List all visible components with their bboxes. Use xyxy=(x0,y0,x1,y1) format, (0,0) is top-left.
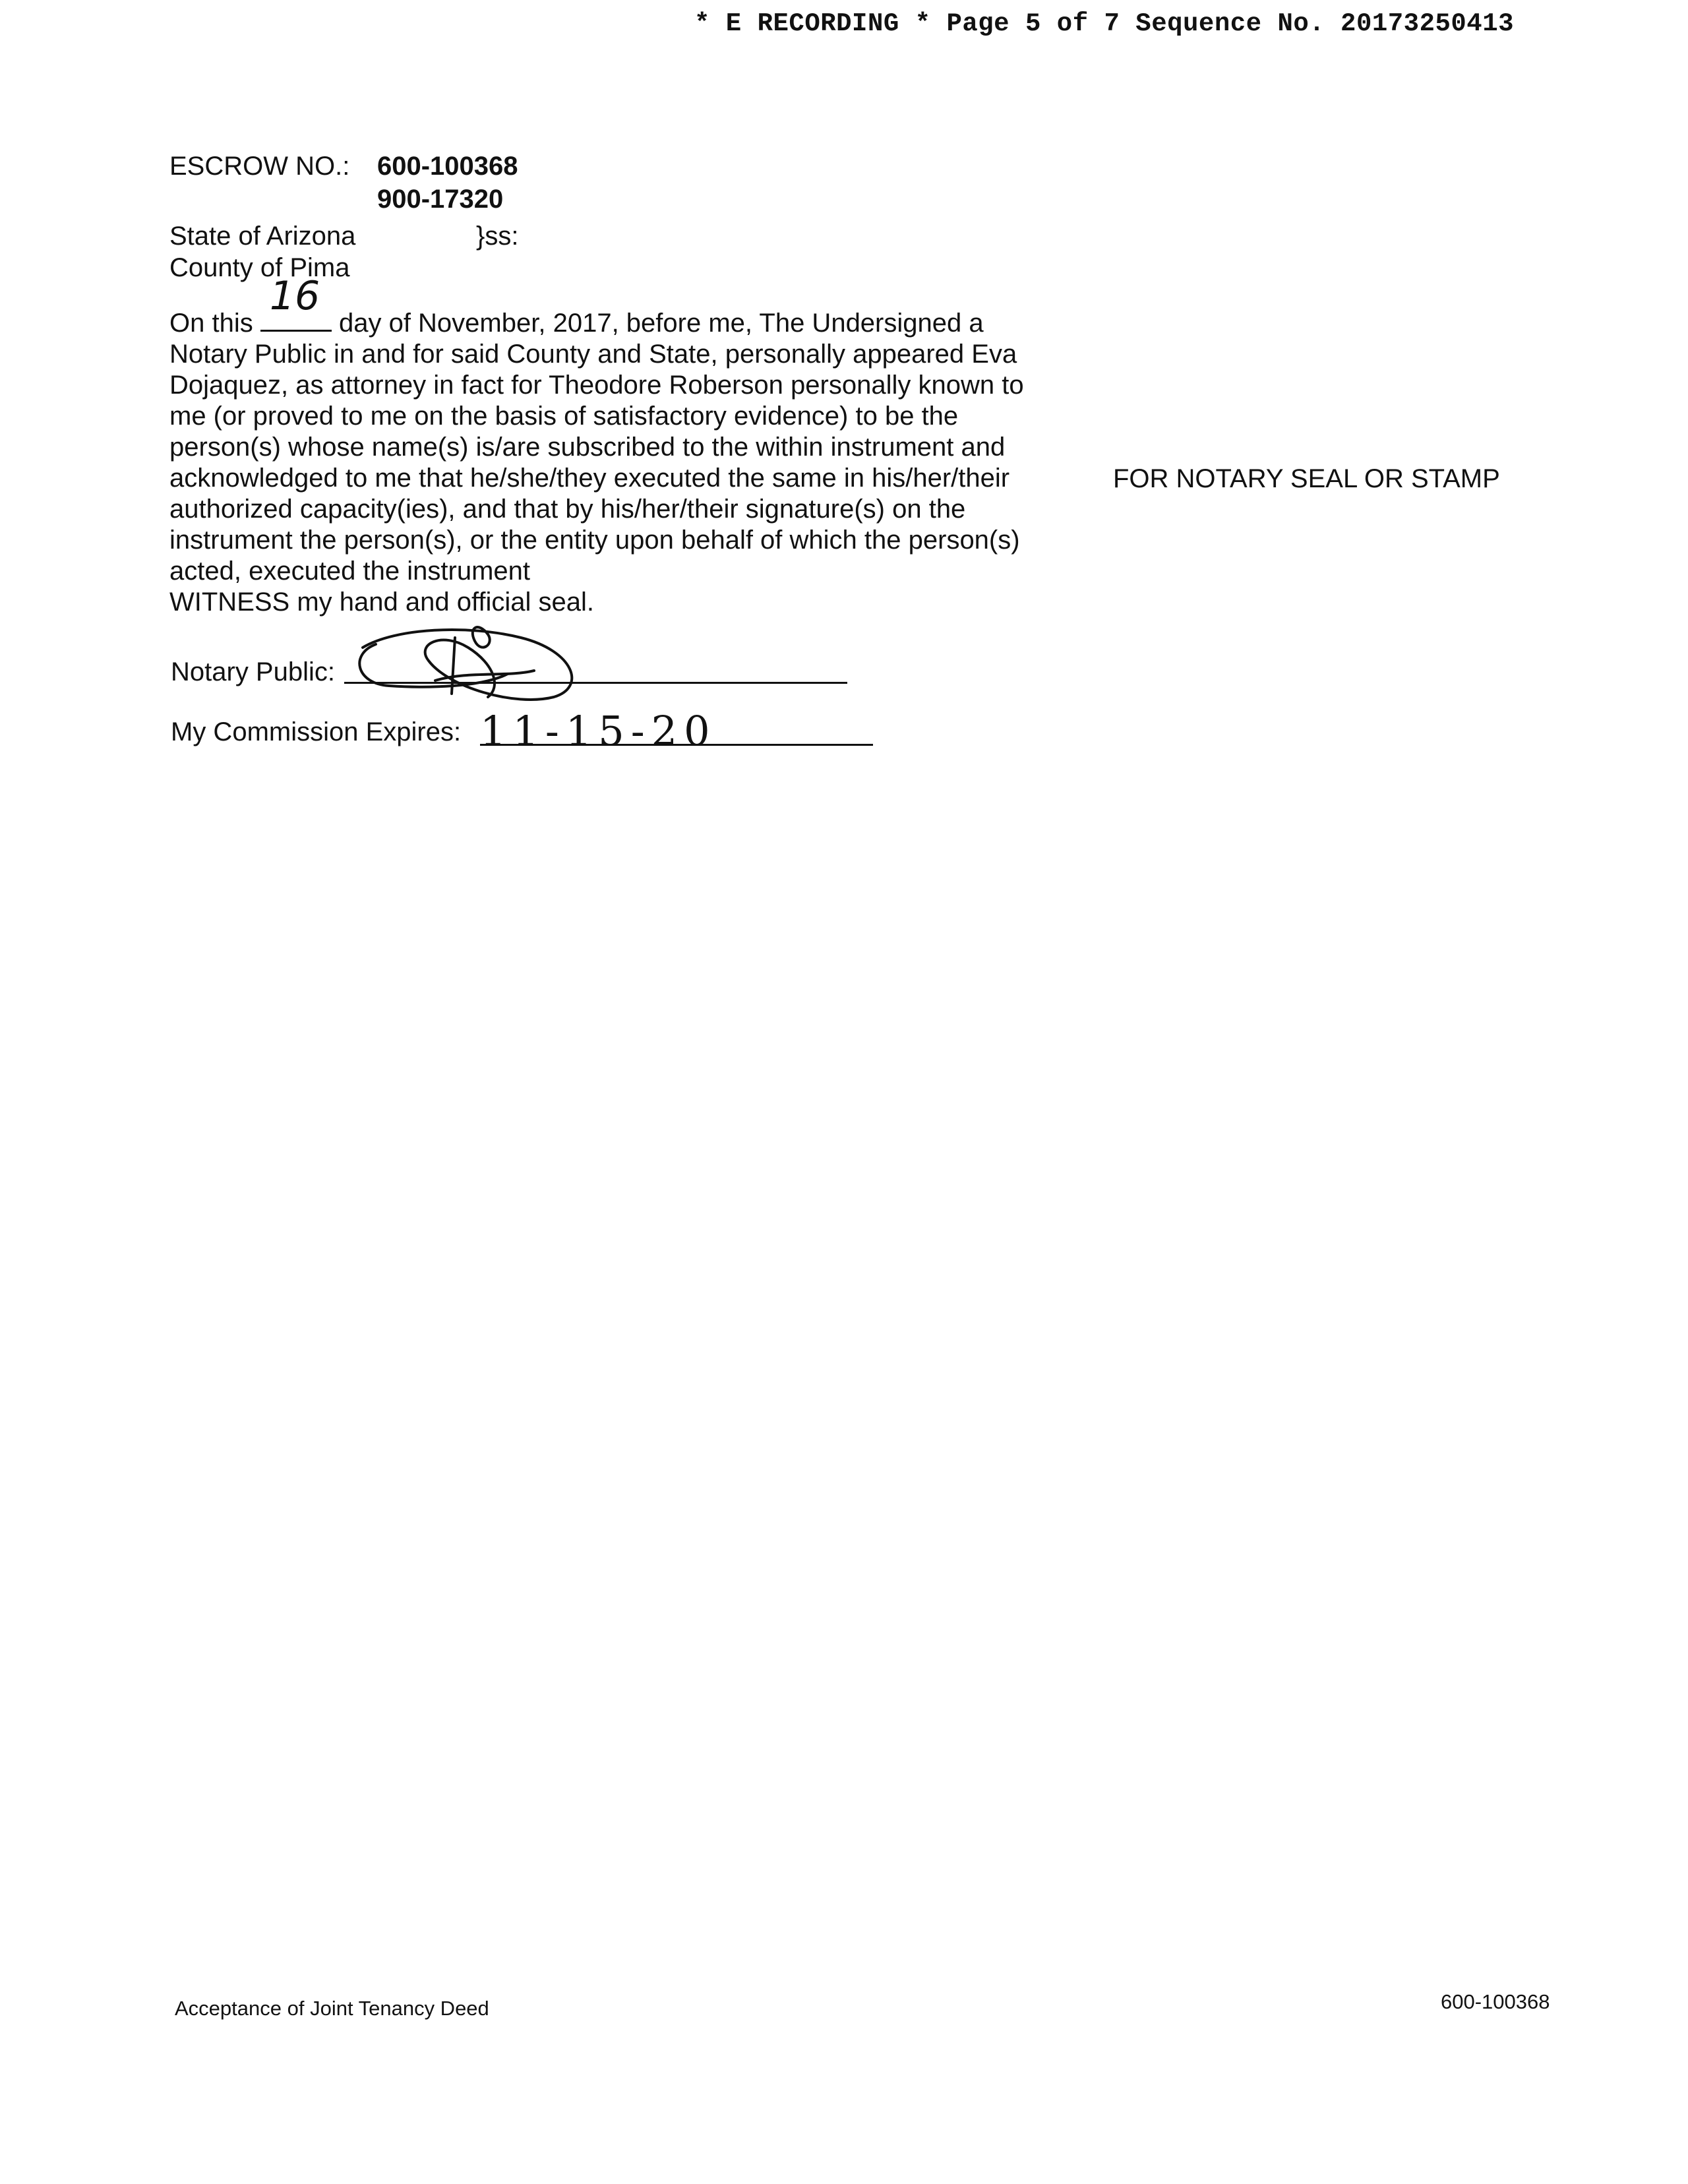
venue-ss: }ss: xyxy=(476,222,519,251)
ack-line-4: me (or proved to me on the basis of satisfactory evidence) to be the xyxy=(169,402,959,431)
escrow-number-secondary: 900-17320 xyxy=(377,185,504,214)
ack-line-7: authorized capacity(ies), and that by his/her/their signature(s) on the xyxy=(169,495,966,524)
ack-line-2: Notary Public in and for said County and State, personally appeared Eva xyxy=(169,340,1017,369)
escrow-label: ESCROW NO.: xyxy=(169,152,350,181)
ack-line-3: Dojaquez, as attorney in fact for Theodore Roberson personally known to xyxy=(169,371,1024,400)
venue-county: County of Pima xyxy=(169,253,350,282)
venue-state: State of Arizona xyxy=(169,222,356,251)
commission-expires-label: My Commission Expires: xyxy=(171,717,462,746)
handwritten-day: 16 xyxy=(269,273,320,319)
ack-line-1-rest: day of November, 2017, before me, The Undersigned a xyxy=(338,309,984,338)
day-blank xyxy=(260,273,332,332)
ack-line-8: instrument the person(s), or the entity upon behalf of which the person(s) xyxy=(169,526,1020,555)
footer-escrow-ref: 600-100368 xyxy=(1441,1990,1550,2013)
ack-on-this: On this xyxy=(169,309,253,338)
notary-seal-label: FOR NOTARY SEAL OR STAMP xyxy=(1113,464,1500,493)
ack-line-1 xyxy=(169,273,1093,339)
notary-public-label: Notary Public: xyxy=(171,657,335,686)
footer-document-title: Acceptance of Joint Tenancy Deed xyxy=(175,1997,489,2020)
ack-line-5: person(s) whose name(s) is/are subscribed to the within instrument and xyxy=(169,433,1006,462)
acknowledgment-paragraph xyxy=(169,273,1093,618)
recording-header: * E RECORDING * Page 5 of 7 Sequence No. 20173250413 xyxy=(694,9,1514,38)
escrow-number-primary: 600-100368 xyxy=(377,152,518,181)
ack-witness: WITNESS my hand and official seal. xyxy=(169,588,594,617)
ack-line-9: acted, executed the instrument xyxy=(169,557,530,586)
handwritten-commission-date: 11-15-20 xyxy=(480,707,717,755)
notary-signature xyxy=(336,608,600,707)
ack-line-6: acknowledged to me that he/she/they executed the same in his/her/their xyxy=(169,464,1010,493)
